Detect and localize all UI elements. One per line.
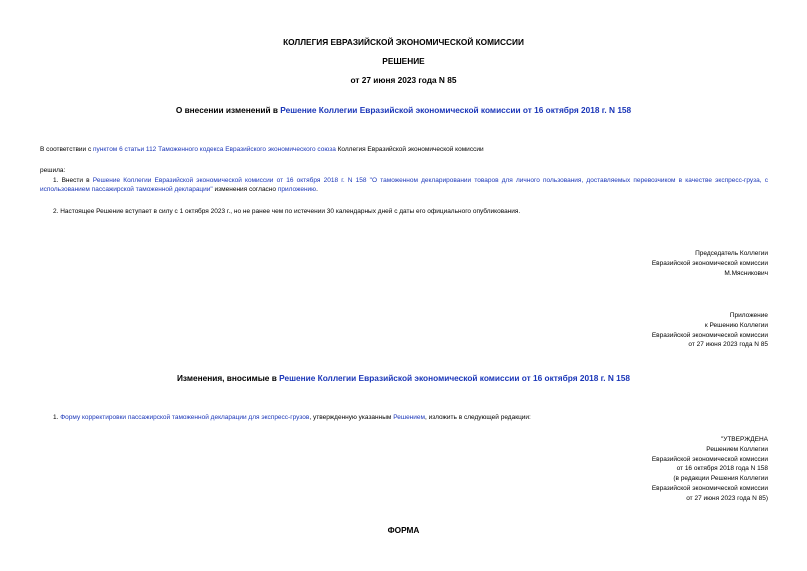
approved-line-3: Евразийской экономической комиссии bbox=[651, 455, 768, 463]
title-prefix: О внесении изменений в bbox=[175, 105, 281, 115]
preamble bbox=[40, 145, 768, 154]
appendix-line-4: от 27 июня 2023 года N 85 bbox=[688, 341, 768, 349]
change-1-suffix: , изложить в следующей редакции: bbox=[425, 414, 531, 421]
item-1-prefix: 1. Внести в bbox=[53, 177, 93, 184]
item-1-appendix-link[interactable]: приложению bbox=[277, 186, 317, 194]
change-1-middle: , утвержденную указанным bbox=[309, 414, 394, 421]
preamble-suffix: Коллегия Евразийской экономической комиссии bbox=[335, 146, 484, 153]
appendix-line-2: к Решению Коллегии bbox=[704, 321, 768, 329]
approved-line-5: (в редакции Решения Коллегии bbox=[673, 475, 768, 483]
item-1-suffix: . bbox=[316, 186, 318, 194]
signature-line-3: М.Мясникович bbox=[724, 269, 768, 277]
header-doc-type: РЕШЕНИЕ bbox=[382, 56, 425, 66]
approved-block bbox=[508, 435, 768, 504]
preamble-prefix: В соответствии с bbox=[40, 146, 94, 153]
change-1 bbox=[40, 413, 768, 422]
appendix-line-3: Евразийской экономической комиссии bbox=[651, 331, 768, 339]
item-1-middle: изменения согласно bbox=[212, 186, 278, 194]
preamble-link[interactable]: пунктом 6 статьи 112 Таможенного кодекса Евразийского экономического союза bbox=[93, 146, 336, 153]
change-1-prefix: 1. bbox=[53, 414, 61, 421]
appendix-line-1: Приложение bbox=[729, 312, 768, 319]
changes-title bbox=[0, 373, 807, 383]
item-1 bbox=[40, 176, 768, 195]
title-link[interactable]: Решение Коллегии Евразийской экономической комиссии от 16 октября 2018 г. N 158 bbox=[280, 105, 632, 115]
signature-line-2: Евразийской экономической комиссии bbox=[651, 259, 768, 267]
header-date: от 27 июня 2023 года N 85 bbox=[350, 75, 457, 85]
approved-line-7: от 27 июня 2023 года N 85) bbox=[686, 494, 768, 502]
approved-line-6: Евразийской экономической комиссии bbox=[651, 484, 768, 492]
approved-line-1: "УТВЕРЖДЕНА bbox=[720, 436, 768, 443]
changes-title-prefix: Изменения, вносимые в bbox=[176, 373, 280, 383]
change-1-decision-link[interactable]: Решением bbox=[393, 414, 425, 421]
signature-block bbox=[508, 249, 768, 278]
header-org: КОЛЛЕГИЯ ЕВРАЗИЙСКОЙ ЭКОНОМИЧЕСКОЙ КОМИССИИ bbox=[283, 37, 524, 47]
item-1-link[interactable]: Решение Коллегии Евразийской экономической комиссии от 16 октября 2018 г. N 158 "О таможенном декларировании товаров для личного пользования, доставляемых перевозчиком в качестве экспресс-груза, с использованием пассажирской таможенной декларации" bbox=[40, 177, 768, 194]
appendix-block bbox=[508, 311, 768, 350]
signature-line-1: Председатель Коллегии bbox=[695, 250, 768, 257]
changes-title-link[interactable]: Решение Коллегии Евразийской экономической комиссии от 16 октября 2018 г. N 158 bbox=[279, 373, 631, 383]
change-1-form-link[interactable]: Форму корректировки пассажирской таможенной декларации для экспресс-грузов bbox=[60, 414, 310, 421]
decided-label: решила: bbox=[40, 167, 66, 174]
approved-line-4: от 16 октября 2018 года N 158 bbox=[676, 465, 768, 473]
form-title: ФОРМА bbox=[387, 525, 420, 535]
approved-line-2: Решением Коллегии bbox=[706, 445, 768, 453]
item-2: 2. Настоящее Решение вступает в силу с 1 октября 2023 г., но не ранее чем по истечении 30 календарных дней с даты его официального опубликования. bbox=[53, 208, 521, 215]
document-title bbox=[0, 105, 807, 115]
